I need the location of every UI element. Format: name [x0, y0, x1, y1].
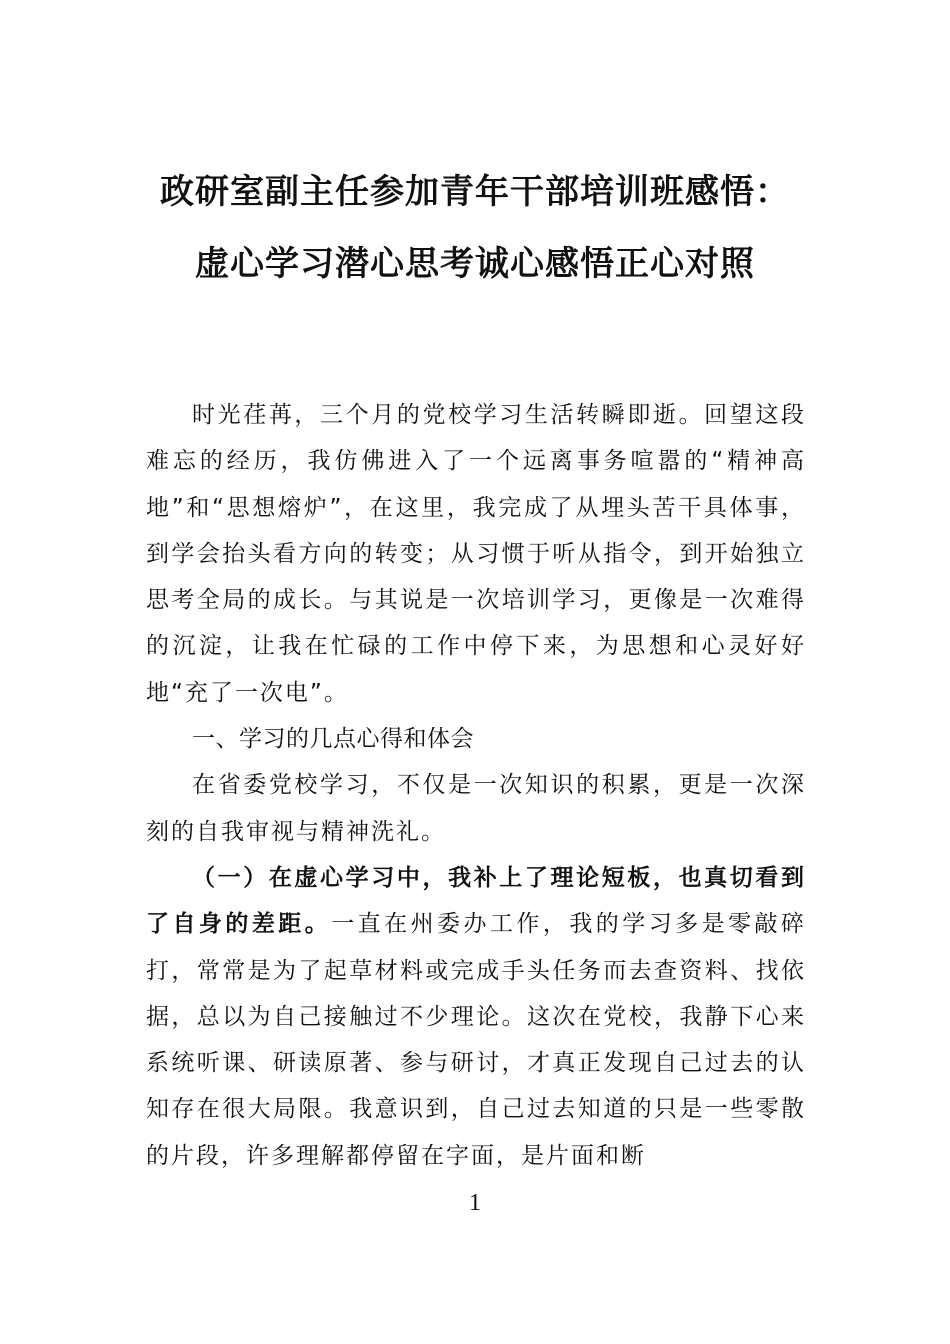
- document-body: [146, 392, 806, 1179]
- document-title-line-1: 政研室副主任参加青年干部培训班感悟：: [160, 172, 790, 212]
- subsection-paragraph: [146, 855, 806, 1179]
- section-heading: 一、学习的几点心得和体会: [192, 726, 474, 753]
- document-title-line-2: 虚心学习潜心思考诚心感悟正心对照: [195, 244, 755, 284]
- intro-paragraph: 时光荏苒，三个月的党校学习生活转瞬即逝。回望这段难忘的经历，我仿佛进入了一个远离事务喧嚣的“精神高地”和“思想熔炉”，在这里，我完成了从埋头苦干具体事，到学会抬头看方向的转变；从习惯于听从指令，到开始独立思考全局的成长。与其说是一次培训学习，更像是一次难得的沉淀，让我在忙碌的工作中停下来，为思想和心灵好好地“充了一次电”。: [146, 402, 806, 706]
- subsection-lead: （一）在虚心学习中，我补上了理论短板，也真切看到了自身的差距。: [146, 864, 806, 938]
- section-intro-paragraph: 在省委党校学习，不仅是一次知识的积累，更是一次深刻的自我审视与精神洗礼。: [146, 772, 806, 845]
- subsection-text: 一直在州委办工作，我的学习多是零敲碎打，常常是为了起草材料或完成手头任务而去查资料、找依据，总以为自己接触过不少理论。这次在党校，我静下心来系统听课、研读原著、参与研讨，才真正发现自己过去的认知存在很大局限。我意识到，自己过去知道的只是一些零散的片段，许多理解都停留在字面，是片面和断: [146, 911, 807, 1169]
- page-number: 1: [469, 1190, 481, 1216]
